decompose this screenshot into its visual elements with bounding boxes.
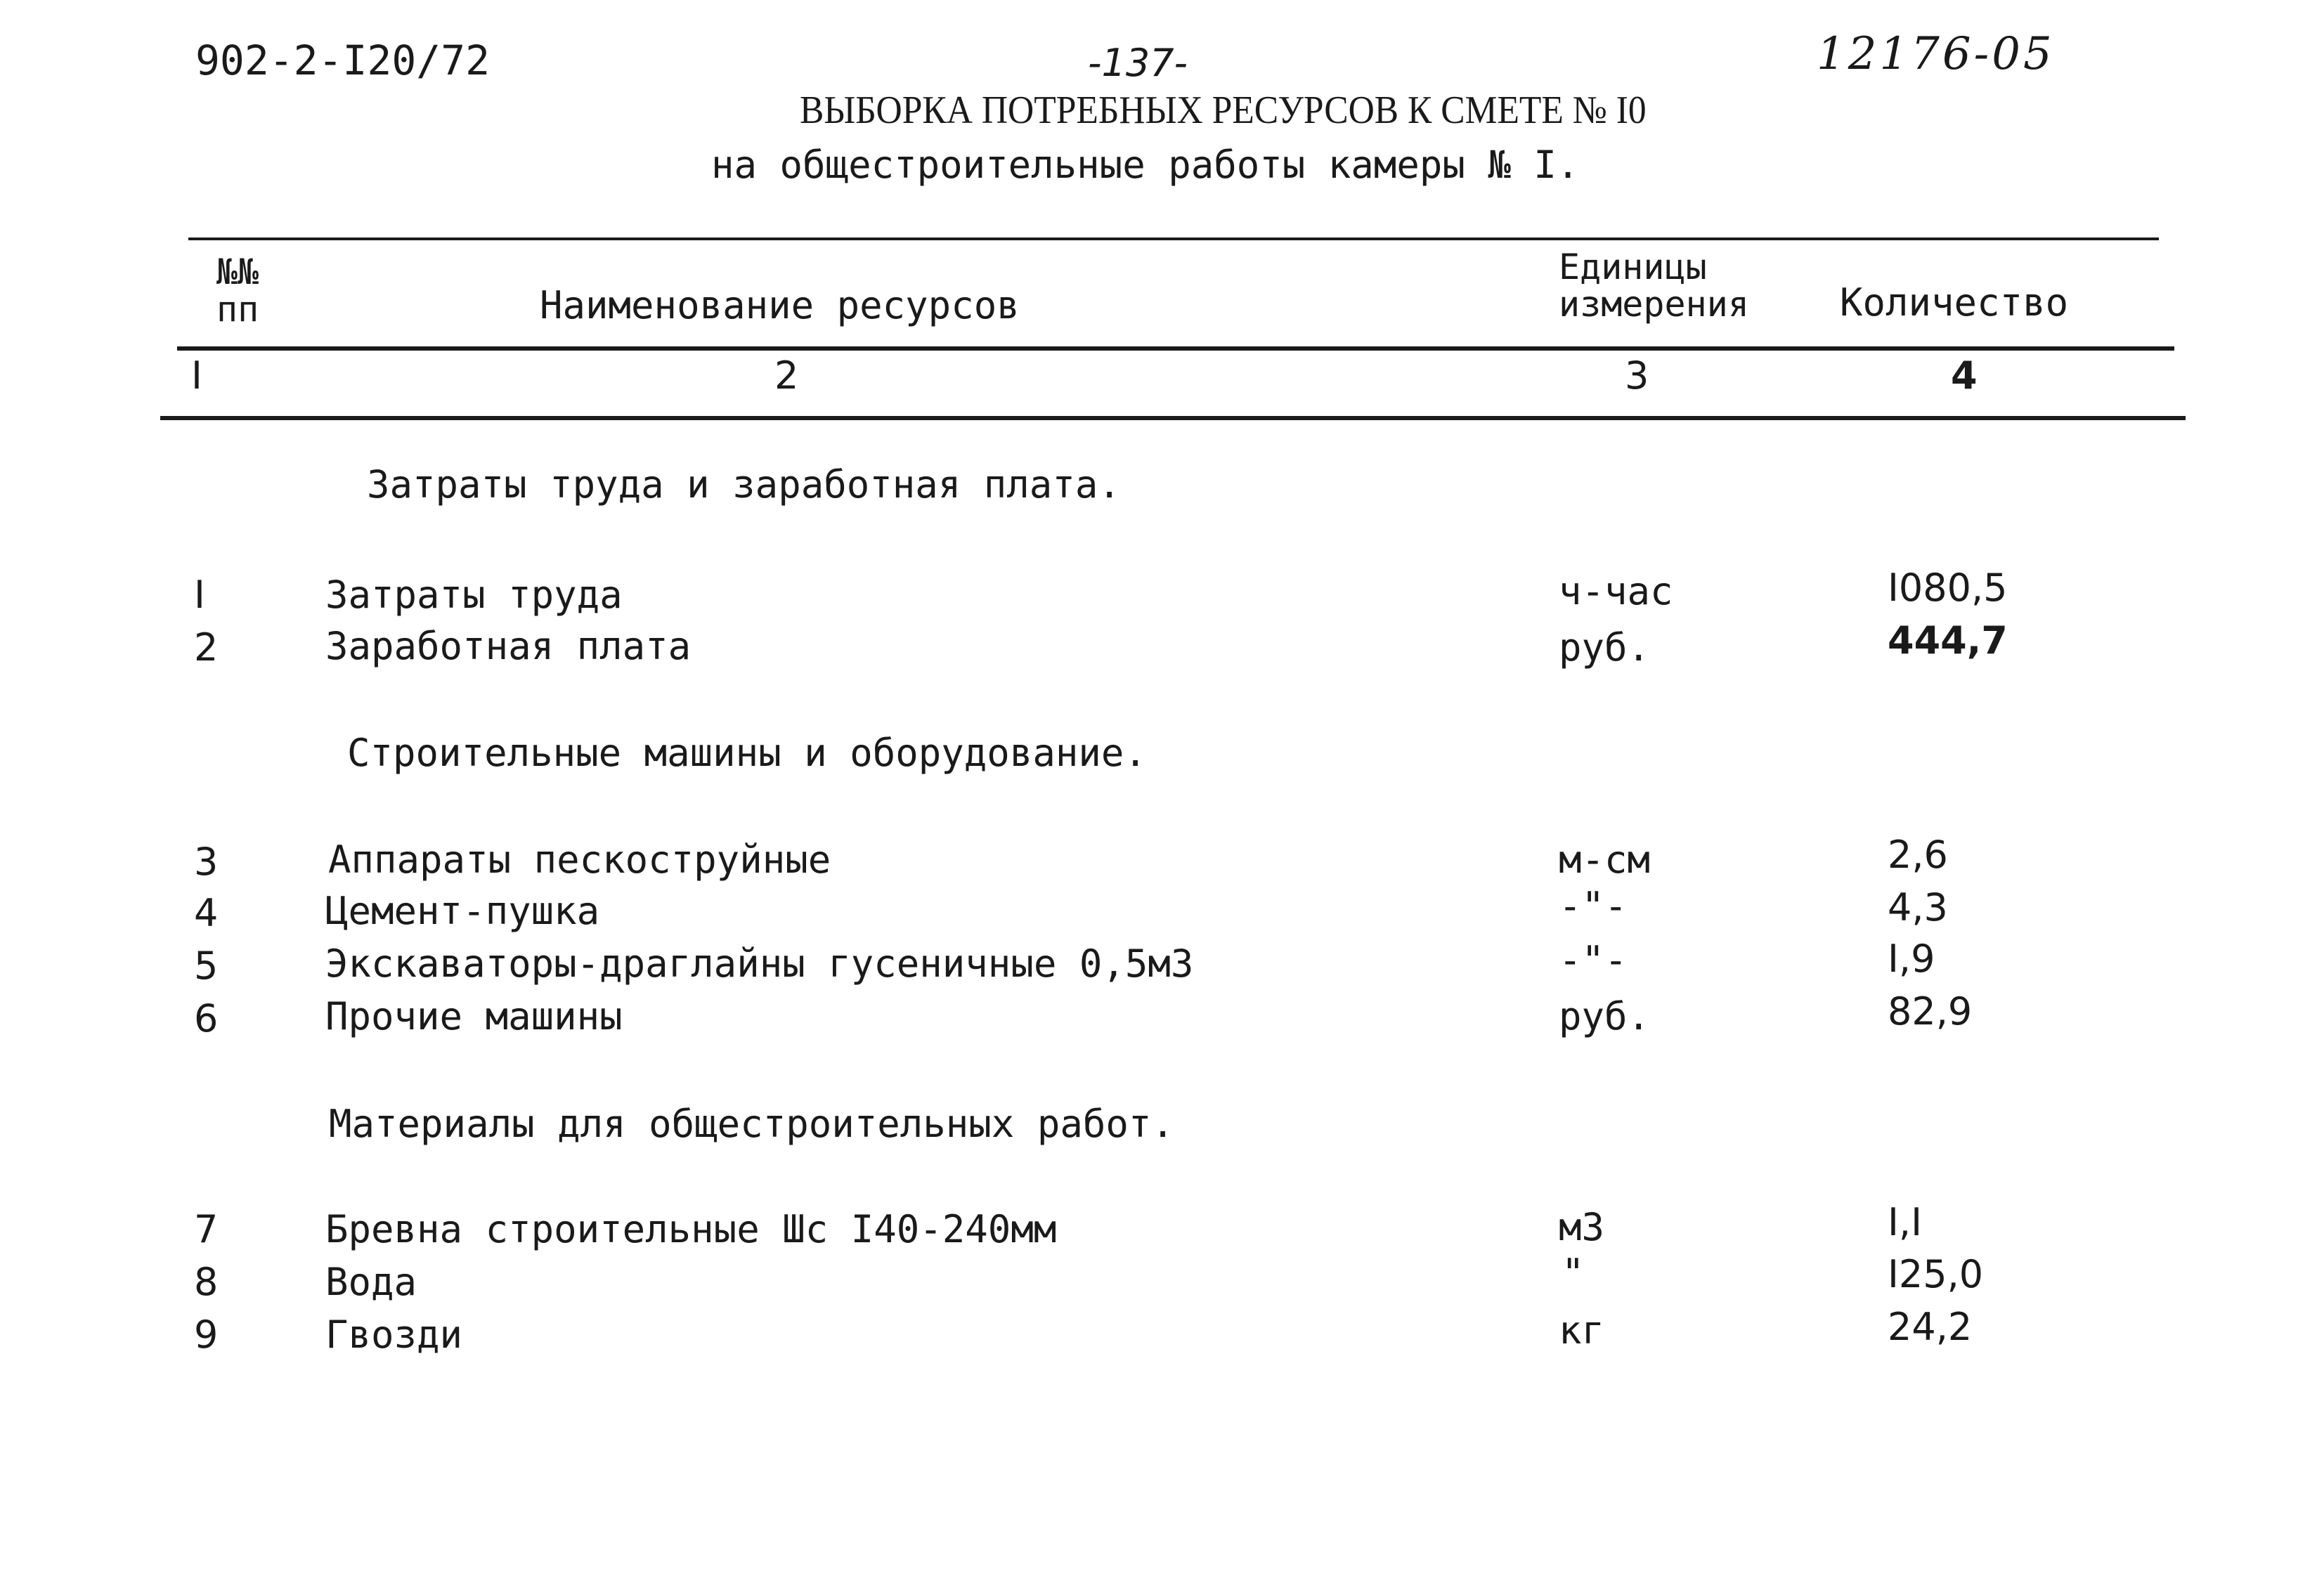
row-number: 5 [194, 944, 219, 988]
header-bottom-rule [177, 346, 2174, 351]
column-number: 3 [1625, 353, 1649, 398]
section-title: Материалы для общестроительных работ. [329, 1102, 1174, 1146]
row-number: 3 [194, 840, 219, 884]
row-number: 6 [194, 996, 219, 1041]
section-title: Строительные машины и оборудование. [347, 731, 1147, 775]
document-code: 902-2-I20/72 [195, 37, 491, 84]
resource-name: Заработная плата [325, 624, 692, 668]
resource-name: Экскаваторы-драглайны гусеничные 0,5м3 [325, 942, 1194, 986]
handwritten-inventory-number: 12176-05 [1817, 28, 2055, 80]
col-header-name: Наименование ресурсов [540, 283, 1020, 327]
section-title: Затраты труда и заработная плата. [367, 462, 1121, 507]
col-header-number-line2: пп [216, 289, 259, 330]
row-number: 9 [194, 1313, 219, 1357]
column-number: 2 [774, 353, 799, 398]
unit: руб. [1559, 994, 1651, 1038]
unit: м3 [1559, 1205, 1605, 1249]
col-header-unit-line1: Единицы [1559, 247, 1707, 287]
col-header-quantity: Количество [1840, 280, 2069, 325]
column-number: I [191, 353, 202, 398]
col-header-number-line1: №№ [216, 252, 259, 292]
col-header-unit-line2: измерения [1559, 284, 1749, 325]
unit: -"- [1559, 884, 1628, 928]
quantity: 24,2 [1888, 1305, 1973, 1349]
quantity: 4,3 [1888, 885, 1948, 930]
row-number: 2 [194, 625, 219, 670]
quantity: I25,0 [1888, 1252, 1984, 1296]
quantity: 444,7 [1888, 618, 2008, 663]
page-number: -137- [1088, 41, 1188, 85]
resource-name: Прочие машины [325, 994, 623, 1038]
unit: м-см [1559, 838, 1651, 882]
quantity: I,9 [1888, 937, 1935, 981]
quantity: 82,9 [1888, 989, 1973, 1034]
unit: руб. [1559, 625, 1651, 670]
resource-name: Вода [325, 1260, 417, 1304]
row-number: 8 [194, 1260, 219, 1304]
resource-name: Затраты труда [325, 573, 623, 617]
document-subtitle: на общестроительные работы камеры № I. [711, 143, 1580, 187]
document-title: ВЫБОРКА ПОТРЕБНЫХ РЕСУРСОВ К СМЕТЕ № I0 [800, 89, 1647, 132]
column-number: 4 [1951, 353, 1978, 398]
resource-name: Аппараты пескоструйные [328, 838, 831, 882]
unit: кг [1559, 1308, 1605, 1353]
row-number: I [194, 573, 205, 617]
resource-name: Гвозди [325, 1313, 463, 1357]
unit: -"- [1559, 938, 1628, 982]
quantity: I,I [1888, 1200, 1923, 1244]
colnum-bottom-rule [160, 416, 2186, 420]
resource-name: Бревна строительные Шс I40-240мм [325, 1207, 1057, 1251]
quantity: 2,6 [1888, 833, 1948, 877]
unit: ч-час [1559, 569, 1673, 613]
row-number: 7 [194, 1207, 219, 1251]
quantity: I080,5 [1888, 566, 2008, 610]
unit: " [1562, 1251, 1585, 1295]
row-number: 4 [194, 891, 219, 935]
resource-name: Цемент-пушка [325, 889, 600, 933]
table-top-rule [188, 237, 2159, 240]
